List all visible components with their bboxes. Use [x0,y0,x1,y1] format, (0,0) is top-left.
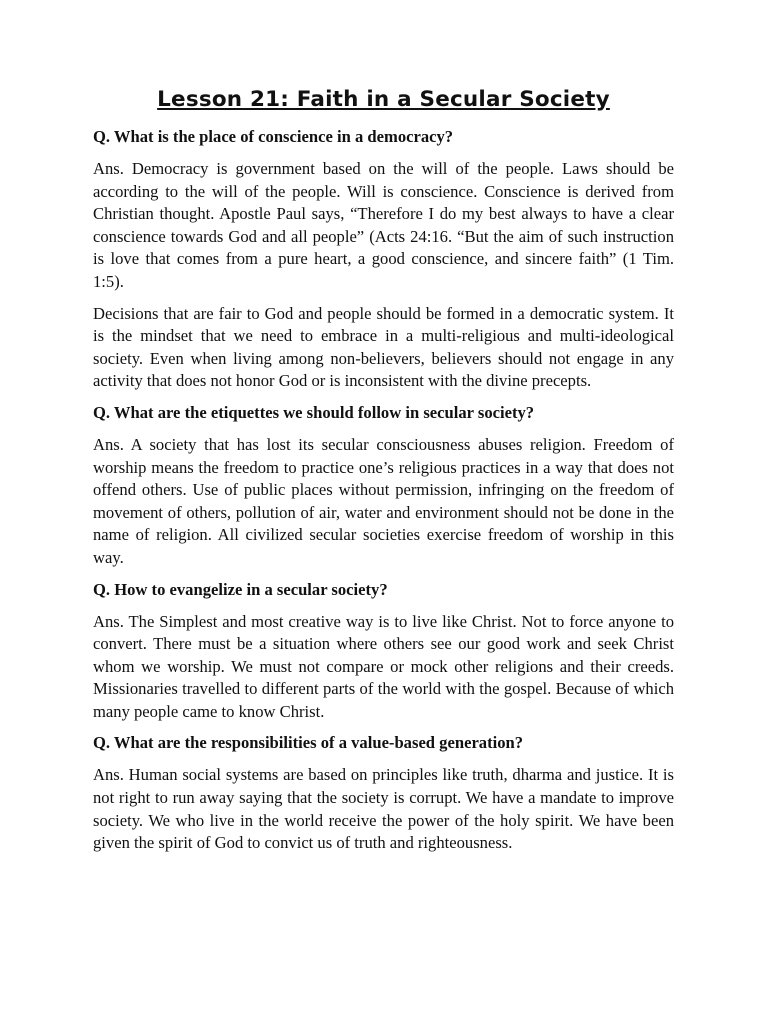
section-conscience [93,126,674,393]
section-evangelize [93,579,674,724]
section-responsibilities [93,732,674,854]
body-paragraph: Decisions that are fair to God and people should be formed in a democratic system. It is the mindset that we need to embrace in a multi-religious and multi-ideological society. Even when living among non-believers, believers should not engage in any activity that does not honor God or is inconsistent with the divine precepts. [93,303,674,391]
question-heading: Q. What are the responsibilities of a value-based generation? [93,733,524,753]
question-heading: Q. How to evangelize in a secular society? [93,579,388,599]
question-heading: Q. What are the etiquettes we should follow in secular society? [93,402,535,422]
question-heading: Q. What is the place of conscience in a democracy? [93,127,454,146]
section-etiquettes [93,402,674,570]
answer-paragraph: Ans. The Simplest and most creative way is to live like Christ. Not to force anyone to convert. There must be a situation where others see our good work and seek Christ whom we worship. We must not compare or mock other religions and their creeds. Missionaries travelled to different parts of the world with the gospel. Because of which many people came to know Christ. [93,611,674,721]
answer-paragraph: Ans. A society that has lost its secular consciousness abuses religion. Freedom of worship means the freedom to practice one’s religious practices in a way that does not offend others. Use of public places without permission, infringing on the freedom of movement of others, pollution of air, water and environment should not be done in the name of religion. All civilized secular societies exercise freedom of worship in this way. [93,434,674,567]
lesson-title: Lesson 21: Faith in a Secular Society [157,87,610,112]
answer-paragraph: Ans. Democracy is government based on the will of the people. Laws should be according to the will of the people. Will is conscience. Conscience is derived from Christian thought. Apostle Paul says, “Therefore I do my best always to have a clear conscience towards God and all people” (Acts 24:16. “But the aim of such instruction is love that comes from a pure heart, a good conscience, and sincere faith” (1 Tim. 1:5). [93,159,674,291]
answer-paragraph: Ans. Human social systems are based on principles like truth, dharma and justice. It is not right to run away saying that the society is corrupt. We have a mandate to improve society. We who live in the world receive the power of the holy spirit. We have been given the spirit of God to convict us of truth and righteousness. [93,765,674,853]
